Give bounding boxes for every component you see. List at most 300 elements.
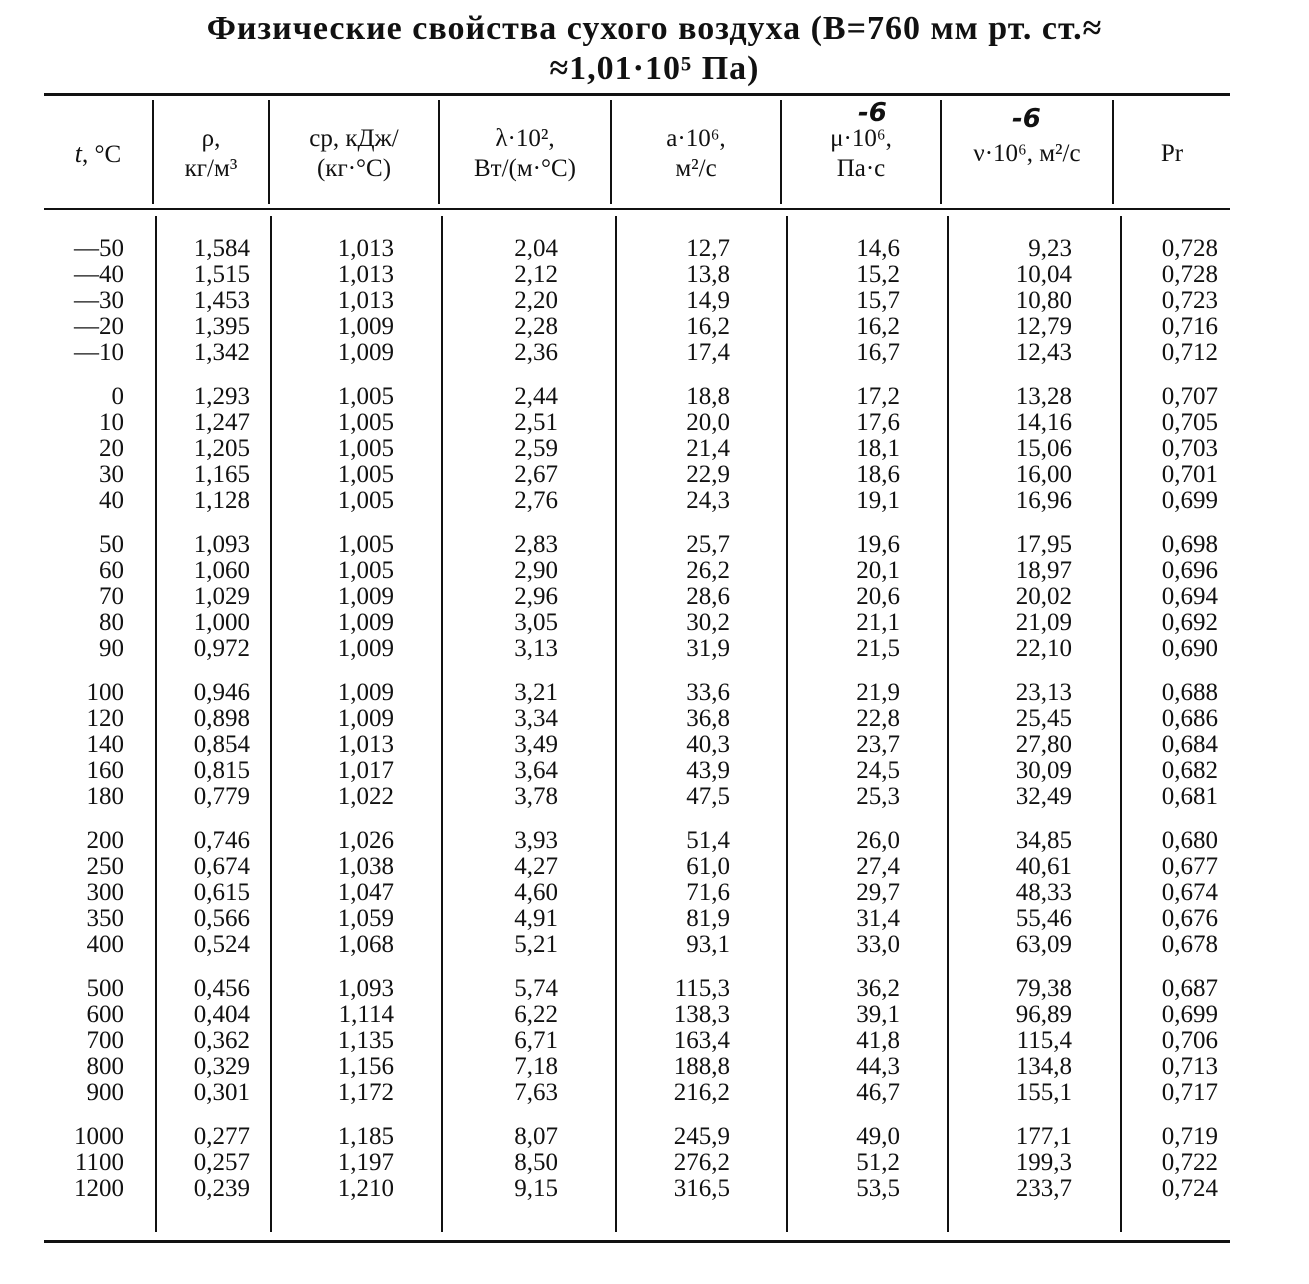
table-cell-rho: 0,946 <box>193 679 250 706</box>
row-group <box>840 680 900 810</box>
table-cell-cp: 1,005 <box>337 531 394 558</box>
table-cell-pr: 0,716 <box>1161 313 1218 340</box>
header-mu-line2: Па·с <box>836 155 886 182</box>
table-cell-a: 25,7 <box>686 531 730 558</box>
table-cell-cp: 1,156 <box>337 1053 394 1080</box>
row-group <box>60 680 124 810</box>
table-cell-nu: 199,3 <box>1015 1149 1072 1176</box>
table-cell-a: 71,6 <box>686 879 730 906</box>
table-cell-pr: 0,706 <box>1161 1027 1218 1054</box>
table-cell-mu: 17,2 <box>856 383 900 410</box>
table-cell-cp: 1,059 <box>337 905 394 932</box>
table-cell-pr: 0,674 <box>1161 879 1218 906</box>
table-cell-lam: 3,21 <box>514 679 558 706</box>
row-group <box>650 384 730 514</box>
table-cell-nu: 22,10 <box>1015 635 1072 662</box>
table-cell-rho: 1,584 <box>193 235 250 262</box>
table-cell-lam: 3,78 <box>514 783 558 810</box>
table-cell-mu: 18,6 <box>856 461 900 488</box>
table-cell-nu: 55,46 <box>1015 905 1072 932</box>
table-cell-cp: 1,017 <box>337 757 394 784</box>
table-cell-mu: 49,0 <box>856 1123 900 1150</box>
table-cell-mu: 16,2 <box>856 313 900 340</box>
row-group <box>178 384 250 514</box>
table-cell-t: 250 <box>86 853 124 880</box>
table-cell-mu: 14,6 <box>856 235 900 262</box>
table-cell-lam: 7,18 <box>514 1053 558 1080</box>
table-cell-lam: 3,49 <box>514 731 558 758</box>
table-cell-t: 90 <box>99 635 124 662</box>
header-lam-line1: λ·10², <box>495 125 555 152</box>
row-group <box>990 828 1072 958</box>
header-mu-line1: μ·10⁶, <box>830 125 892 152</box>
table-cell-cp: 1,005 <box>337 435 394 462</box>
table-cell-cp: 1,093 <box>337 975 394 1002</box>
table-cell-cp: 1,197 <box>337 1149 394 1176</box>
table-cell-lam: 2,76 <box>514 487 558 514</box>
table-cell-t: 160 <box>86 757 124 784</box>
table-cell-t: —40 <box>74 261 124 288</box>
table-cell-mu: 44,3 <box>856 1053 900 1080</box>
table-cell-lam: 2,12 <box>514 261 558 288</box>
table-cell-rho: 1,395 <box>193 313 250 340</box>
table-cell-a: 28,6 <box>686 583 730 610</box>
row-group <box>498 532 558 662</box>
row-group <box>178 532 250 662</box>
table-cell-lam: 6,22 <box>514 1001 558 1028</box>
table-cell-mu: 19,6 <box>856 531 900 558</box>
table-cell-a: 40,3 <box>686 731 730 758</box>
table-cell-cp: 1,005 <box>337 487 394 514</box>
table-cell-rho: 0,404 <box>193 1001 250 1028</box>
row-group <box>990 384 1072 514</box>
table-cell-mu: 29,7 <box>856 879 900 906</box>
column-prandtl <box>1144 236 1218 1220</box>
table-cell-cp: 1,009 <box>337 679 394 706</box>
row-group <box>650 680 730 810</box>
table-cell-lam: 3,13 <box>514 635 558 662</box>
row-group <box>990 680 1072 810</box>
table-cell-nu: 15,06 <box>1015 435 1072 462</box>
row-group <box>650 828 730 958</box>
table-cell-nu: 79,38 <box>1015 975 1072 1002</box>
table-cell-cp: 1,013 <box>337 261 394 288</box>
title-line-1: Физические свойства сухого воздуха (B=760 мм рт. ст.≈ <box>206 10 1103 47</box>
table-cell-mu: 46,7 <box>856 1079 900 1106</box>
table-cell-nu: 233,7 <box>1015 1175 1072 1202</box>
row-group <box>1144 828 1218 958</box>
table-cell-a: 61,0 <box>686 853 730 880</box>
row-group <box>650 1124 730 1202</box>
table-cell-t: 600 <box>86 1001 124 1028</box>
table-cell-cp: 1,005 <box>337 461 394 488</box>
table-cell-lam: 4,91 <box>514 905 558 932</box>
table-cell-lam: 8,50 <box>514 1149 558 1176</box>
table-cell-rho: 0,674 <box>193 853 250 880</box>
row-group <box>60 532 124 662</box>
table-cell-pr: 0,680 <box>1161 827 1218 854</box>
table-cell-a: 47,5 <box>686 783 730 810</box>
table-cell-t: 500 <box>86 975 124 1002</box>
row-group <box>322 976 394 1106</box>
table-cell-pr: 0,707 <box>1161 383 1218 410</box>
table-cell-t: 800 <box>86 1053 124 1080</box>
table-cell-lam: 4,60 <box>514 879 558 906</box>
column-divider <box>1120 216 1122 1232</box>
table-cell-pr: 0,676 <box>1161 905 1218 932</box>
table-cell-nu: 32,49 <box>1015 783 1072 810</box>
table-cell-a: 43,9 <box>686 757 730 784</box>
table-cell-cp: 1,005 <box>337 383 394 410</box>
header-rho-line1: ρ, <box>201 125 221 152</box>
row-group <box>650 236 730 366</box>
row-group <box>498 236 558 366</box>
table-cell-lam: 2,44 <box>514 383 558 410</box>
row-group <box>840 384 900 514</box>
table-cell-t: 900 <box>86 1079 124 1106</box>
table-cell-mu: 21,1 <box>856 609 900 636</box>
table-cell-mu: 26,0 <box>856 827 900 854</box>
table-cell-cp: 1,022 <box>337 783 394 810</box>
row-group <box>322 236 394 366</box>
table-cell-nu: 23,13 <box>1015 679 1072 706</box>
table-cell-a: 14,9 <box>686 287 730 314</box>
table-cell-t: 60 <box>99 557 124 584</box>
table-cell-a: 30,2 <box>686 609 730 636</box>
table-cell-a: 188,8 <box>673 1053 730 1080</box>
table-cell-lam: 2,83 <box>514 531 558 558</box>
table-cell-a: 17,4 <box>686 339 730 366</box>
table-cell-nu: 10,80 <box>1015 287 1072 314</box>
row-group <box>322 828 394 958</box>
table-cell-t: 400 <box>86 931 124 958</box>
table-cell-nu: 115,4 <box>1016 1027 1072 1054</box>
table-cell-t: 350 <box>86 905 124 932</box>
table-cell-nu: 13,28 <box>1015 383 1072 410</box>
table-cell-pr: 0,712 <box>1161 339 1218 366</box>
title-line-2: ≈1,01·10⁵ Па) <box>549 50 760 87</box>
table-cell-pr: 0,677 <box>1161 853 1218 880</box>
row-group <box>840 236 900 366</box>
table-cell-cp: 1,009 <box>337 635 394 662</box>
table-cell-lam: 5,21 <box>514 931 558 958</box>
table-cell-a: 81,9 <box>686 905 730 932</box>
table-cell-a: 26,2 <box>686 557 730 584</box>
row-group <box>840 532 900 662</box>
table-cell-mu: 25,3 <box>856 783 900 810</box>
top-rule <box>44 93 1230 96</box>
table-cell-a: 163,4 <box>673 1027 730 1054</box>
table-cell-pr: 0,694 <box>1161 583 1218 610</box>
table-cell-cp: 1,114 <box>338 1001 394 1028</box>
table-cell-rho: 0,257 <box>193 1149 250 1176</box>
table-cell-nu: 25,45 <box>1015 705 1072 732</box>
table-cell-a: 20,0 <box>686 409 730 436</box>
table-cell-pr: 0,682 <box>1161 757 1218 784</box>
row-group <box>322 384 394 514</box>
table-cell-cp: 1,047 <box>337 879 394 906</box>
table-title <box>0 8 1309 90</box>
table-cell-t: 80 <box>99 609 124 636</box>
table-cell-cp: 1,185 <box>337 1123 394 1150</box>
column-divider <box>441 216 443 1232</box>
header-cp-line1: cp, кДж/ <box>309 125 399 152</box>
table-cell-rho: 0,362 <box>193 1027 250 1054</box>
table-cell-lam: 2,59 <box>514 435 558 462</box>
table-cell-nu: 10,04 <box>1015 261 1072 288</box>
table-cell-cp: 1,013 <box>337 287 394 314</box>
table-cell-mu: 20,6 <box>856 583 900 610</box>
table-cell-lam: 8,07 <box>514 1123 558 1150</box>
row-group <box>60 828 124 958</box>
table-cell-mu: 21,5 <box>856 635 900 662</box>
table-cell-t: 0 <box>111 383 124 410</box>
row-group <box>498 680 558 810</box>
table-cell-t: 180 <box>86 783 124 810</box>
table-cell-t: 300 <box>86 879 124 906</box>
column-temperature <box>60 236 124 1220</box>
table-cell-lam: 2,04 <box>514 235 558 262</box>
table-cell-mu: 22,8 <box>856 705 900 732</box>
row-group <box>1144 236 1218 366</box>
row-group <box>1144 1124 1218 1202</box>
row-group <box>498 828 558 958</box>
table-cell-cp: 1,210 <box>337 1175 394 1202</box>
column-heat-capacity <box>322 236 394 1220</box>
table-cell-nu: 40,61 <box>1015 853 1072 880</box>
table-cell-cp: 1,038 <box>337 853 394 880</box>
table-cell-a: 36,8 <box>686 705 730 732</box>
table-cell-a: 245,9 <box>673 1123 730 1150</box>
table-cell-t: 50 <box>99 531 124 558</box>
column-density <box>178 236 250 1220</box>
table-cell-mu: 15,7 <box>856 287 900 314</box>
column-dynamic-viscosity <box>840 236 900 1220</box>
bottom-rule <box>44 1240 1230 1243</box>
table-cell-lam: 2,67 <box>514 461 558 488</box>
table-cell-rho: 0,277 <box>193 1123 250 1150</box>
table-cell-cp: 1,009 <box>337 583 394 610</box>
table-cell-t: 200 <box>86 827 124 854</box>
header-temperature <box>44 104 152 204</box>
table-cell-mu: 53,5 <box>856 1175 900 1202</box>
table-cell-pr: 0,717 <box>1161 1079 1218 1106</box>
header-rule <box>44 208 1230 210</box>
table-cell-rho: 0,456 <box>193 975 250 1002</box>
table-cell-mu: 19,1 <box>856 487 900 514</box>
table-cell-cp: 1,005 <box>337 557 394 584</box>
table-cell-a: 51,4 <box>686 827 730 854</box>
table-cell-pr: 0,705 <box>1161 409 1218 436</box>
table-cell-a: 276,2 <box>673 1149 730 1176</box>
header-thermal-diffusivity <box>612 104 780 204</box>
handwritten-note-mu: -6 <box>858 98 887 128</box>
table-cell-nu: 134,8 <box>1015 1053 1072 1080</box>
table-cell-cp: 1,172 <box>337 1079 394 1106</box>
table-cell-cp: 1,009 <box>337 339 394 366</box>
table-cell-pr: 0,698 <box>1161 531 1218 558</box>
row-group <box>178 236 250 366</box>
table-cell-t: 100 <box>86 679 124 706</box>
table-cell-rho: 0,239 <box>193 1175 250 1202</box>
table-cell-t: 30 <box>99 461 124 488</box>
table-cell-nu: 12,43 <box>1015 339 1072 366</box>
table-cell-nu: 27,80 <box>1015 731 1072 758</box>
table-cell-a: 316,5 <box>673 1175 730 1202</box>
column-divider <box>155 216 157 1232</box>
table-cell-pr: 0,681 <box>1161 783 1218 810</box>
table-cell-rho: 0,524 <box>193 931 250 958</box>
table-cell-a: 22,9 <box>686 461 730 488</box>
table-cell-a: 31,9 <box>686 635 730 662</box>
header-t-symbol: t <box>74 138 83 168</box>
table-cell-lam: 6,71 <box>514 1027 558 1054</box>
table-cell-mu: 36,2 <box>856 975 900 1002</box>
row-group <box>1144 384 1218 514</box>
header-density <box>154 104 268 204</box>
row-group <box>840 1124 900 1202</box>
table-cell-nu: 177,1 <box>1015 1123 1072 1150</box>
table-cell-nu: 21,09 <box>1015 609 1072 636</box>
table-cell-lam: 2,20 <box>514 287 558 314</box>
table-cell-rho: 1,165 <box>193 461 250 488</box>
table-cell-cp: 1,013 <box>337 731 394 758</box>
row-group <box>178 828 250 958</box>
table-cell-lam: 3,34 <box>514 705 558 732</box>
table-cell-cp: 1,068 <box>337 931 394 958</box>
table-cell-pr: 0,678 <box>1161 931 1218 958</box>
table-cell-lam: 3,05 <box>514 609 558 636</box>
table-cell-nu: 20,02 <box>1015 583 1072 610</box>
table-cell-nu: 17,95 <box>1015 531 1072 558</box>
row-group <box>498 1124 558 1202</box>
table-cell-pr: 0,688 <box>1161 679 1218 706</box>
column-divider <box>947 216 949 1232</box>
table-cell-pr: 0,719 <box>1161 1123 1218 1150</box>
table-cell-nu: 16,96 <box>1015 487 1072 514</box>
table-cell-pr: 0,703 <box>1161 435 1218 462</box>
table-cell-rho: 0,615 <box>193 879 250 906</box>
header-prandtl <box>1114 104 1230 204</box>
table-cell-cp: 1,135 <box>337 1027 394 1054</box>
row-group <box>322 1124 394 1202</box>
table-cell-rho: 0,329 <box>193 1053 250 1080</box>
table-cell-mu: 23,7 <box>856 731 900 758</box>
table-cell-t: 120 <box>86 705 124 732</box>
table-cell-rho: 0,301 <box>193 1079 250 1106</box>
table-cell-a: 16,2 <box>686 313 730 340</box>
handwritten-note-nu: -6 <box>1012 104 1041 134</box>
header-t-unit: , °C <box>82 140 122 168</box>
table-cell-rho: 0,854 <box>193 731 250 758</box>
table-cell-a: 18,8 <box>686 383 730 410</box>
table-cell-pr: 0,722 <box>1161 1149 1218 1176</box>
row-group <box>60 1124 124 1202</box>
row-group <box>178 1124 250 1202</box>
table-cell-lam: 2,36 <box>514 339 558 366</box>
table-cell-lam: 3,93 <box>514 827 558 854</box>
table-cell-pr: 0,686 <box>1161 705 1218 732</box>
header-lam-line2: Вт/(м·°С) <box>473 155 576 182</box>
table-cell-mu: 39,1 <box>856 1001 900 1028</box>
table-cell-a: 115,3 <box>674 975 730 1002</box>
row-group <box>178 680 250 810</box>
table-cell-a: 138,3 <box>673 1001 730 1028</box>
table-cell-t: —50 <box>74 235 124 262</box>
row-group <box>60 384 124 514</box>
column-thermal-conductivity <box>498 236 558 1220</box>
table-cell-rho: 1,093 <box>193 531 250 558</box>
table-cell-nu: 34,85 <box>1015 827 1072 854</box>
table-cell-pr: 0,692 <box>1161 609 1218 636</box>
table-cell-a: 93,1 <box>686 931 730 958</box>
table-cell-a: 12,7 <box>686 235 730 262</box>
table-cell-nu: 48,33 <box>1015 879 1072 906</box>
table-cell-pr: 0,728 <box>1161 235 1218 262</box>
table-cell-cp: 1,009 <box>337 705 394 732</box>
table-cell-mu: 21,9 <box>856 679 900 706</box>
table-cell-t: 1000 <box>74 1123 124 1150</box>
row-group <box>1144 680 1218 810</box>
table-cell-lam: 4,27 <box>514 853 558 880</box>
table-cell-lam: 2,90 <box>514 557 558 584</box>
header-a-line1: a·10⁶, <box>666 125 726 152</box>
column-kinematic-viscosity <box>990 236 1072 1220</box>
row-group <box>650 532 730 662</box>
table-cell-mu: 15,2 <box>856 261 900 288</box>
table-cell-pr: 0,690 <box>1161 635 1218 662</box>
table-cell-lam: 3,64 <box>514 757 558 784</box>
table-cell-mu: 16,7 <box>856 339 900 366</box>
table-cell-a: 13,8 <box>686 261 730 288</box>
table-cell-lam: 2,51 <box>514 409 558 436</box>
table-cell-t: 70 <box>99 583 124 610</box>
table-cell-mu: 33,0 <box>856 931 900 958</box>
table-cell-cp: 1,026 <box>337 827 394 854</box>
table-cell-rho: 0,898 <box>193 705 250 732</box>
table-cell-t: —20 <box>74 313 124 340</box>
row-group <box>1144 976 1218 1106</box>
header-thermal-conductivity <box>440 104 610 204</box>
header-cp-line2: (кг·°С) <box>316 155 392 182</box>
table-cell-nu: 96,89 <box>1015 1001 1072 1028</box>
column-divider <box>270 216 272 1232</box>
table-cell-pr: 0,687 <box>1161 975 1218 1002</box>
table-cell-t: 1200 <box>74 1175 124 1202</box>
table-cell-rho: 0,566 <box>193 905 250 932</box>
header-nu-line1: ν·10⁶, м²/с <box>973 140 1081 167</box>
table-cell-t: 40 <box>99 487 124 514</box>
header-a-line2: м²/с <box>675 155 717 182</box>
table-cell-pr: 0,699 <box>1161 1001 1218 1028</box>
table-cell-rho: 1,060 <box>193 557 250 584</box>
table-cell-a: 24,3 <box>686 487 730 514</box>
table-cell-rho: 0,815 <box>193 757 250 784</box>
table-cell-rho: 0,746 <box>193 827 250 854</box>
table-cell-lam: 2,28 <box>514 313 558 340</box>
table-cell-rho: 1,247 <box>193 409 250 436</box>
table-cell-rho: 1,000 <box>193 609 250 636</box>
table-cell-pr: 0,728 <box>1161 261 1218 288</box>
table-cell-t: 10 <box>99 409 124 436</box>
table-cell-pr: 0,701 <box>1161 461 1218 488</box>
table-cell-pr: 0,696 <box>1161 557 1218 584</box>
table-cell-rho: 1,342 <box>193 339 250 366</box>
row-group <box>1144 532 1218 662</box>
table-cell-nu: 14,16 <box>1015 409 1072 436</box>
table-cell-t: —10 <box>74 339 124 366</box>
table-cell-rho: 0,972 <box>193 635 250 662</box>
